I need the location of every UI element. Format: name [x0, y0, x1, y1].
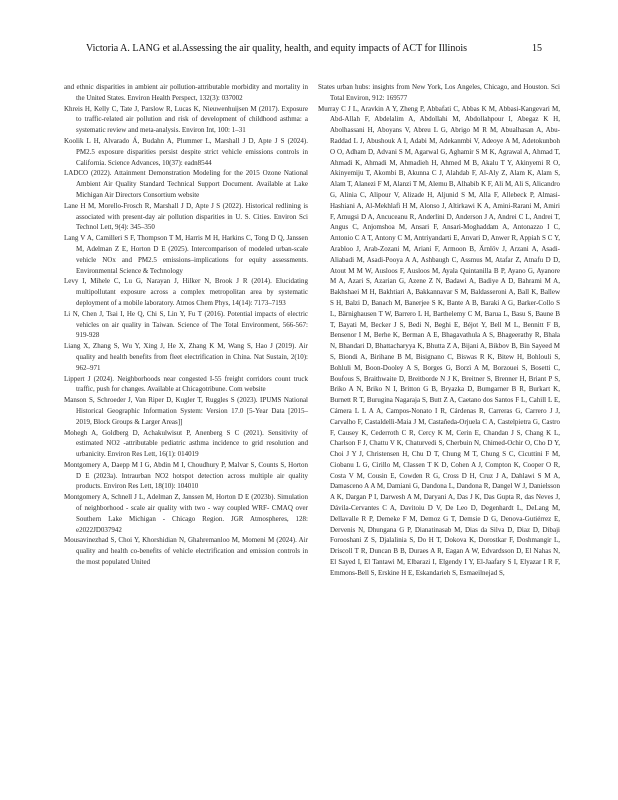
reference-entry: Montgomery A, Daepp M I G, Abdin M I, Choudhury P, Malvar S, Counts S, Horton D E (2023a). Intraurban NO2 hotspot detection across multiple air quality products. Environ Res Lett, 18(10): 104010 — [64, 460, 308, 491]
reference-entry: States urban hubs: insights from New York, Los Angeles, Chicago, and Houston. Sci Total Environ, 912: 169577 — [318, 83, 560, 102]
reference-entry: Montgomery A, Schnell J L, Adelman Z, Janssen M, Horton D E (2023b). Simulation of neighborhood - scale air quality with two - way coupled WRF- CMAQ over Southern Lake Michigan - Chicago Region. JGR Atmospheres, 128: e2022JD037942 — [64, 493, 308, 534]
reference-entry: Mohegh A, Goldberg D, Achakulwisut P, Anenberg S C (2021). Sensitivity of estimated NO2 -attributable pediatric asthma incidence to grid resolution and urbanicity. Environ Res Lett, 16(1): 014019 — [64, 428, 308, 459]
reference-entry: and ethnic disparities in ambient air pollution-attributable morbidity and mortality in the United States. Environ Health Perspect, 132(3): 037002 — [64, 83, 308, 102]
reference-entry: Levy I, Mihele C, Lu G, Narayan J, Hilker N, Brook J R (2014). Elucidating multipollutant exposure across a complex metropolitan area by systematic deployment of a mobile laboratory. Atmos Chem Phys, 14(14): 7173–7193 — [64, 277, 308, 307]
reference-entry: Liang X, Zhang S, Wu Y, Xing J, He X, Zhang K M, Wang S, Hao J (2019). Air quality and health benefits from fleet electrification in China. Nat Sustain, 2(10): 962–971 — [64, 342, 308, 372]
left-column — [64, 82, 308, 568]
reference-entry: Manson S, Schroeder J, Van Riper D, Kugler T, Ruggles S (2023). IPUMS National Historical Geographic Information System: Version 17.0 [5-Year Data [2015–2019, Block Groups & Larger Areas]] — [64, 396, 308, 426]
reference-entry: Lang V A, Camilleri S F, Thompson T M, Harris M H, Harkins C, Tong D Q, Janssen M, Adelman Z E, Horton D E (2025). Intercomparison of modeled urban-scale vehicle NOx and PM2.5 emissions–implications for equity assessments. Environmental Science & Technology — [64, 234, 308, 275]
reference-entry: Lane H M, Morello-Frosch R, Marshall J D, Apte J S (2022). Historical redlining is associated with present-day air pollution disparities in U. S. Cities. Environ Sci Technol Lett, 9(4): 345–350 — [64, 201, 308, 232]
right-column — [318, 82, 560, 579]
reference-entry: Lippert J (2024). Neighborhoods near congested I-55 freight corridors count truck traffic, push for changes. Available at Chicagotribune. Com website — [64, 374, 308, 394]
reference-entry: Murray C J L, Aravkin A Y, Zheng P, Abbafati C, Abbas K M, Abbasi-Kangevari M, Abd-Allah F, Abdelalim A, Abdollahi M, Abdollahpour I, Abegaz K H, Abolhassani H, Aboyans V, Abreu L G, Abrigo M R M, Abualhasan A, Abu-Raddad L J, Abushouk A I, Adabi M, Adekanmbi V, Adeoye A M, Adetokunboh O O, Adham D, Advani S M, Agarwal G, Aghamir S M K, Agrawal A, Ahmad T, Ahmadi K, Ahmadi M, Ahmadieh H, Ahmed M B, Akalu T Y, Akinyemi R O, Akinyemiju T, Akombi B, Akunna C J, Alahdab F, Al-Aly Z, Alam K, Alam S, Alam T, Alanezi F M, Alanzi T M, Alemu B, Alhabib K F, Ali M, Ali S, Alicandro G, Alinia C, Alipour V, Alizade H, Aljunid S M, Alla F, Allebeck P, Almasi-Hashiani A, Al-Mekhlafi H M, Alonso J, Altirkawi K A, Amini-Rarani M, Amiri F, Amugsi D A, Ancuceanu R, Anderlini D, Anderson J A, Andrei C L, Andrei T, Angus C, Anjomshoa M, Ansari F, Ansari-Moghaddam A, Antonazzo I C, Antonio C A T, Antony C M, Antriyandarti E, Anvari D, Anwer R, Appiah S C Y, Arabloo J, Arab-Zozani M, Ariani F, Armoon B, Ärnlöv J, Arzani A, Asadi-Aliabadi M, Asadi-Pooya A A, Ashbaugh C, Assmus M, Atafar Z, Atnafu D D, Atout M M W, Ausloos F, Ausloos M, Ayala Quintanilla B P, Ayano G, Ayanore M A, Azari S, Azarian G, Azene Z N, Badawi A, Badiye A D, Bahrami M A, Bakhshaei M H, Bakhtiari A, Bakkannavar S M, Baldasseroni A, Ball K, Ballew S H, Balzi D, Banach M, Banerjee S K, Bante A B, Baraki A G, Barker-Collo S L, Bärnighausen T W, Barrero L H, Barthelemy C M, Barua L, Basu S, Baune B T, Bayati M, Becker J S, Bedi N, Beghi E, Béjot Y, Bell M L, Bennitt F B, Bensenor I M, Berhe K, Berman A E, Bhagavathula A S, Bhageerathy R, Bhala N, Bhandari D, Bhattacharyya K, Bhutta Z A, Bijani A, Bikbov B, Bin Sayeed M S, Biondi A, Birihane B M, Bisignano C, Biswas R K, Bitew H, Bohlouli S, Bohluli M, Boon-Dooley A S, Borges G, Borzì A M, Borzouei S, Bosetti C, Boufous S, Braithwaite D, Breitborde N J K, Breitner S, Brenner H, Briant P S, Briko A N, Briko N I, Britton G B, Bryazka D, Bumgarner B R, Burkart K, Burnett R T, Burugina Nagaraja S, Butt Z A, Caetano dos Santos F L, Cahill L E, Cámera L L A A, Campos-Nonato I R, Cárdenas R, Carreras G, Carrero J J, Carvalho F, Castaldelli-Maia J M, Castañeda-Orjuela C A, Castelpietra G, Castro F, Causey K, Cederroth C R, Cercy K M, Cerin E, Chandan J S, Chang K L, Charlson F J, Chattu V K, Chaturvedi S, Cherbuin N, Chimed-Ochir O, Cho D Y, Choi J Y J, Christensen H, Chu D T, Chung M T, Chung S C, Cicuttini F M, Ciobanu L G, Cirillo M, Classen T K D, Cohen A J, Compton K, Cooper O R, Costa V M, Cousin E, Cowden R G, Cross D H, Cruz J A, Dahlawi S M A, Damasceno A A M, Damiani G, Dandona L, Dandona R, Dangel W J, Danielsson A K, Dargan P I, Darwesh A M, Daryani A, Das J K, Das Gupta R, das Neves J, Dávila-Cervantes C A, Davitoiu D V, De Leo D, Degenhardt L, DeLang M, Dellavalle R P, Demeke F M, Demoz G T, Demsie D G, Denova-Gutiérrez E, Dervenis N, Dhungana G P, Dianatinasab M, Dias da Silva D, Diaz D, Dibaji Forooshani Z S, Djalalinia S, Do H T, Dokova K, Dorostkar F, Doshmangir L, Driscoll T R, Duncan B B, Duraes A R, Eagan A W, Edvardsson D, El Nahas N, El Sayed I, El Tantawi M, Elbarazi I, Elgendy I Y, El-Jaafary S I, Elyazar I R F, Emmons-Bell S, Erskine H E, Eskandarieh S, Esmaeilnejad S, — [318, 104, 560, 577]
page-number: 15 — [532, 43, 542, 54]
reference-entry: Li N, Chen J, Tsai I, He Q, Chi S, Lin Y, Fu T (2016). Potential impacts of electric vehicles on air quality in Taiwan. Science of The Total Environment, 566-567: 919-928 — [64, 309, 308, 340]
reference-entry: LADCO (2022). Attainment Demonstration Modeling for the 2015 Ozone National Ambient Air Quality Standard Technical Support Document. Available at Lake Michigan Air Directors Consortium website — [64, 169, 308, 199]
reference-entry: Khreis H, Kelly C, Tate J, Parslow R, Lucas K, Nieuwenhuijsen M (2017). Exposure to traffic-related air pollution and risk of development of childhood asthma: a systematic review and meta-analysis. Environ Int, 100: 1–31 — [64, 104, 308, 135]
reference-entry: Koolik L H, Alvarado Á, Budahn A, Plummer L, Marshall J D, Apte J S (2024). PM2.5 exposure disparities persist despite strict vehicle emissions controls in California. Science Advances, 10(37): eadn8544 — [64, 136, 308, 167]
running-title: Victoria A. LANG et al.Assessing the air quality, health, and equity impacts of ACT for Illinois — [86, 43, 467, 54]
reference-entry: Mousavinezhad S, Choi Y, Khorshidian N, Ghahremanloo M, Momeni M (2024). Air quality and health co-benefits of vehicle electrification and emission controls in the most populated United — [64, 536, 308, 567]
